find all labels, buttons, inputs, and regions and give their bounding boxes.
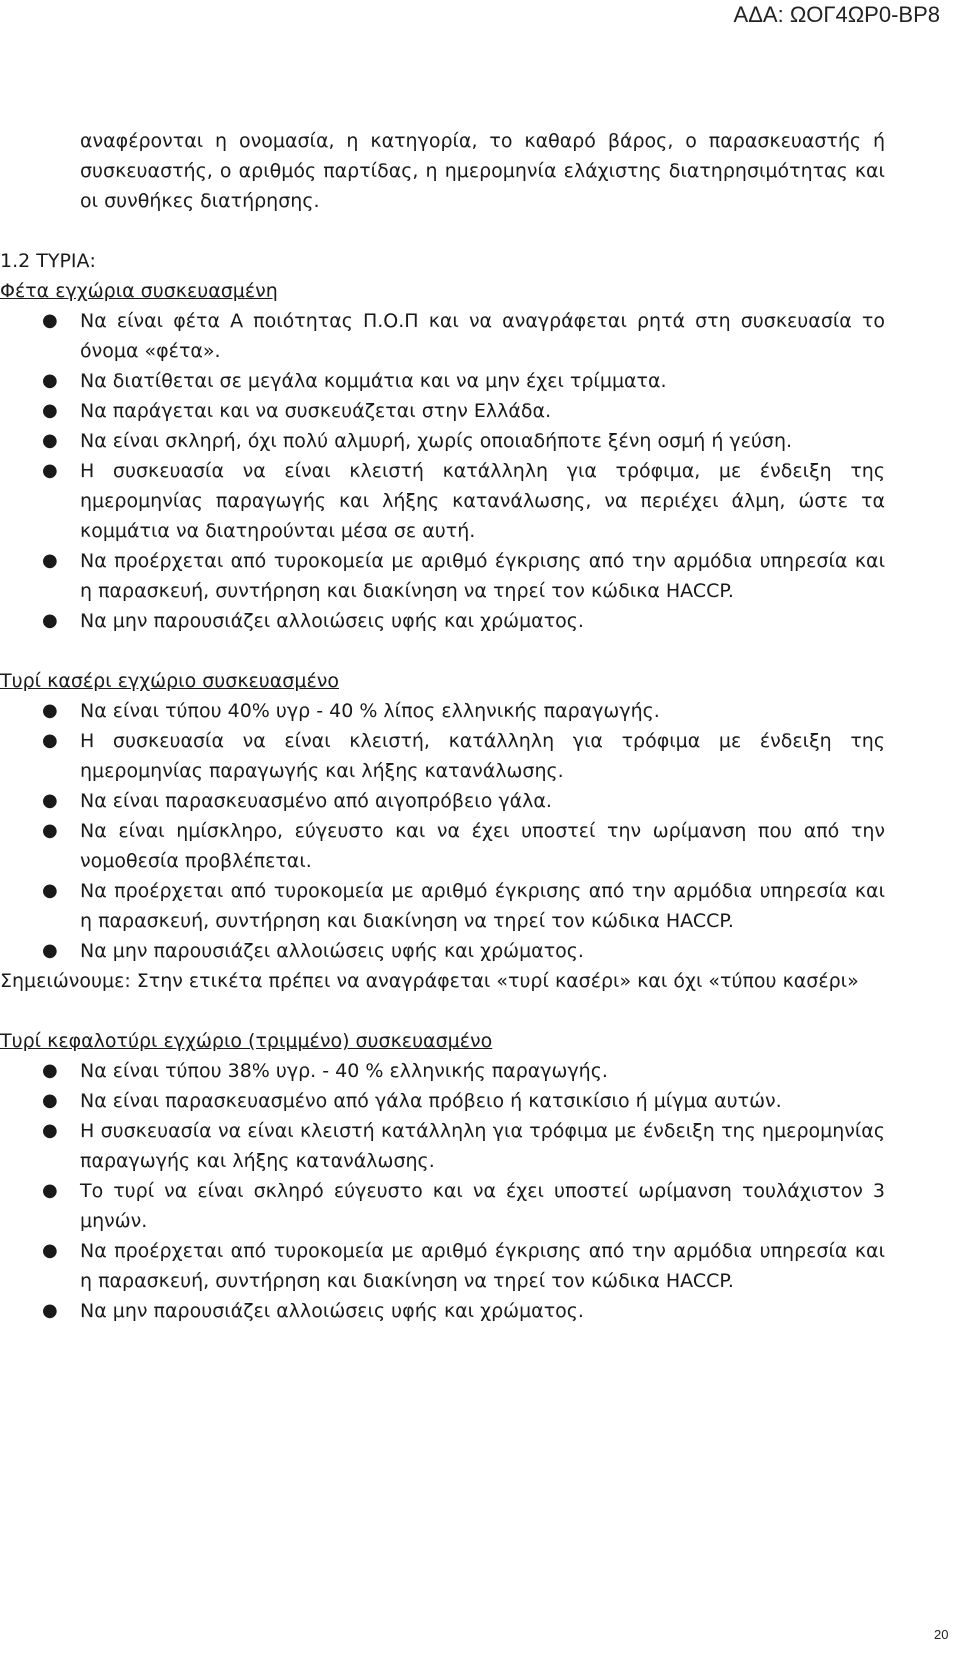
bullet-icon: ● xyxy=(42,370,58,391)
list-item xyxy=(0,1236,885,1296)
bullet-icon: ● xyxy=(42,790,58,811)
list-item xyxy=(0,1116,885,1176)
item-text: Να είναι τύπου 40% υγρ - 40 % λίπος ελληνικής παραγωγής. xyxy=(80,700,660,722)
product-title-kaseri: Τυρί κασέρι εγχώριο συσκευασμένο xyxy=(0,670,339,692)
item-text: Να μην παρουσιάζει αλλοιώσεις υφής και χρώματος. xyxy=(80,940,584,962)
item-text: Να είναι φέτα Α ποιότητας Π.Ο.Π και να αναγράφεται ρητά στη συσκευασία το όνομα «φέτα». xyxy=(80,310,885,362)
list-item xyxy=(0,696,885,726)
item-text: Να προέρχεται από τυροκομεία με αριθμό έγκρισης από την αρμόδια υπηρεσία και η παρασκευή, συντήρηση και διακίνηση να τηρεί τον κώδικα HACCP. xyxy=(80,1240,885,1292)
bullet-icon: ● xyxy=(42,700,58,721)
product-title-kefalotyri: Τυρί κεφαλοτύρι εγχώριο (τριμμένο) συσκευασμένο xyxy=(0,1030,493,1052)
bullet-icon: ● xyxy=(42,1090,58,1111)
item-text: Να είναι τύπου 38% υγρ. - 40 % ελληνικής παραγωγής. xyxy=(80,1060,608,1082)
bullet-icon: ● xyxy=(42,1300,58,1321)
item-text: Να είναι παρασκευασμένο από αιγοπρόβειο γάλα. xyxy=(80,790,552,812)
item-text: Η συσκευασία να είναι κλειστή κατάλληλη για τρόφιμα, με ένδειξη της ημερομηνίας παραγωγής και λήξης κατανάλωσης, να περιέχει άλμη, ώστε τα κομμάτια να διατηρούνται μέσα σε αυτή. xyxy=(80,460,885,542)
bullet-icon: ● xyxy=(42,460,58,481)
bullet-icon: ● xyxy=(42,730,58,751)
list-item xyxy=(0,546,885,606)
spacer xyxy=(0,636,885,666)
bullet-icon: ● xyxy=(42,1240,58,1261)
list-item xyxy=(0,876,885,936)
item-text: Το τυρί να είναι σκληρό εύγευστο και να έχει υποστεί ωρίμανση τουλάχιστον 3 μηνών. xyxy=(80,1180,885,1232)
list-item xyxy=(0,786,885,816)
list-item xyxy=(0,726,885,786)
spacer xyxy=(0,216,885,246)
bullet-icon: ● xyxy=(42,820,58,841)
list-item xyxy=(0,1086,885,1116)
kefalotyri-requirements xyxy=(0,1056,885,1326)
ada-code: ΑΔΑ: ΩΟΓ4ΩΡ0-ΒΡ8 xyxy=(733,2,940,27)
bullet-icon: ● xyxy=(42,610,58,631)
bullet-icon: ● xyxy=(42,1180,58,1201)
bullet-icon: ● xyxy=(42,1060,58,1081)
item-text: Να είναι παρασκευασμένο από γάλα πρόβειο ή κατσικίσιο ή μίγμα αυτών. xyxy=(80,1090,782,1112)
list-item xyxy=(0,936,885,966)
bullet-icon: ● xyxy=(42,400,58,421)
list-item xyxy=(0,816,885,876)
list-item xyxy=(0,426,885,456)
list-item xyxy=(0,606,885,636)
page-number: 20 xyxy=(934,1627,949,1642)
list-item xyxy=(0,306,885,366)
list-item xyxy=(0,396,885,426)
bullet-icon: ● xyxy=(42,430,58,451)
list-item xyxy=(0,1176,885,1236)
product-title-feta: Φέτα εγχώρια συσκευασμένη xyxy=(0,280,278,302)
bullet-icon: ● xyxy=(42,940,58,961)
item-text: Να μην παρουσιάζει αλλοιώσεις υφής και χρώματος. xyxy=(80,610,584,632)
list-item xyxy=(0,366,885,396)
item-text: Η συσκευασία να είναι κλειστή κατάλληλη για τρόφιμα με ένδειξη της ημερομηνίας παραγωγής και λήξης κατανάλωσης. xyxy=(80,1120,885,1172)
feta-requirements xyxy=(0,306,885,636)
document-body xyxy=(0,126,885,1326)
item-text: Να προέρχεται από τυροκομεία με αριθμό έγκρισης από την αρμόδια υπηρεσία και η παρασκευή, συντήρηση και διακίνηση να τηρεί τον κώδικα HACCP. xyxy=(80,880,885,932)
bullet-icon: ● xyxy=(42,310,58,331)
intro-paragraph: αναφέρονται η ονομασία, η κατηγορία, το καθαρό βάρος, ο παρασκευαστής ή συσκευαστής, ο αριθμός παρτίδας, η ημερομηνία ελάχιστης διατηρησιμότητας και οι συνθήκες διατήρησης. xyxy=(80,130,885,212)
item-text: Η συσκευασία να είναι κλειστή, κατάλληλη για τρόφιμα με ένδειξη της ημερομηνίας παραγωγής και λήξης κατανάλωσης. xyxy=(80,730,885,782)
item-text: Να παράγεται και να συσκευάζεται στην Ελλάδα. xyxy=(80,400,552,422)
bullet-icon: ● xyxy=(42,880,58,901)
section-heading: 1.2 ΤΥΡΙΑ: xyxy=(0,250,96,272)
item-text: Να είναι σκληρή, όχι πολύ αλμυρή, χωρίς οποιαδήποτε ξένη οσμή ή γεύση. xyxy=(80,430,793,452)
kaseri-note: Σημειώνουμε: Στην ετικέτα πρέπει να αναγράφεται «τυρί κασέρι» και όχι «τύπου κασέρι» xyxy=(0,970,859,992)
list-item xyxy=(0,1056,885,1086)
bullet-icon: ● xyxy=(42,550,58,571)
spacer xyxy=(0,996,885,1026)
item-text: Να είναι ημίσκληρο, εύγευστο και να έχει υποστεί την ωρίμανση που από την νομοθεσία προβλέπεται. xyxy=(80,820,885,872)
item-text: Να διατίθεται σε μεγάλα κομμάτια και να μην έχει τρίμματα. xyxy=(80,370,667,392)
item-text: Να προέρχεται από τυροκομεία με αριθμό έγκρισης από την αρμόδια υπηρεσία και η παρασκευή, συντήρηση και διακίνηση να τηρεί τον κώδικα HACCP. xyxy=(80,550,885,602)
list-item xyxy=(0,1296,885,1326)
list-item xyxy=(0,456,885,546)
item-text: Να μην παρουσιάζει αλλοιώσεις υφής και χρώματος. xyxy=(80,1300,584,1322)
bullet-icon: ● xyxy=(42,1120,58,1141)
kaseri-requirements xyxy=(0,696,885,966)
